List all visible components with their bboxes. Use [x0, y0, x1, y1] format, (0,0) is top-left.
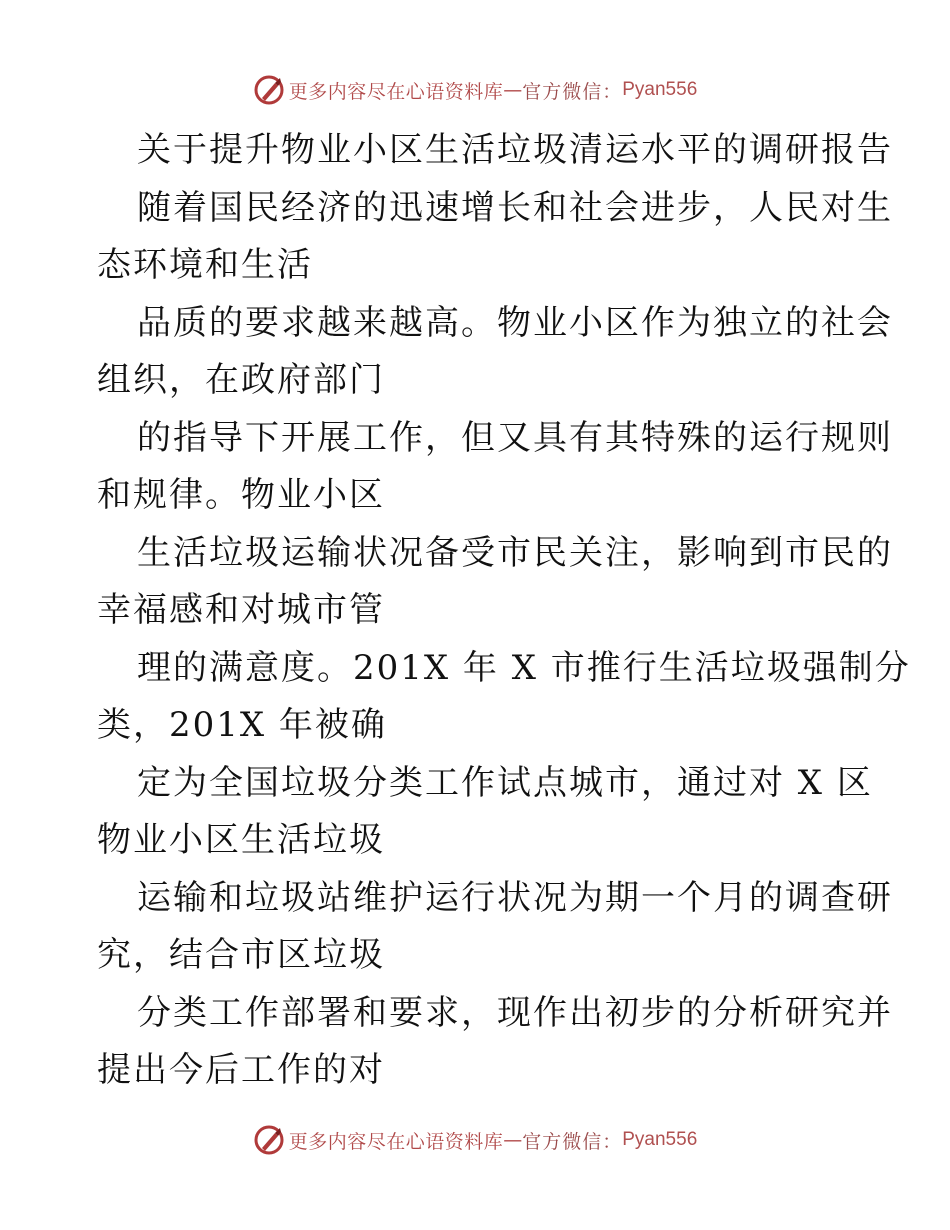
banner-slogan: 更多内容尽在心语资料库 — [288, 80, 504, 103]
paragraph-line: 定为全国垃圾分类工作试点城市，通过对 X 区 — [137, 762, 873, 803]
paragraph-line: 类，201X 年被确 — [97, 705, 387, 745]
paragraph-line: 究，结合市区垃圾 — [97, 935, 385, 975]
header-banner — [0, 70, 950, 110]
banner-slogan: 更多内容尽在心语资料库 — [288, 1130, 504, 1153]
paragraph-line: 随着国民经济的迅速增长和社会进步，人民对生 — [137, 187, 893, 228]
banner-wechat-label: 官方微信： — [522, 1130, 623, 1153]
banner-wechat-id: Pyan556 — [622, 1129, 698, 1150]
paragraph-line: 的指导下开展工作，但又具有其特殊的运行规则 — [137, 417, 893, 458]
banner-dash: — — [503, 79, 523, 101]
paragraph-line: 组织，在政府部门 — [97, 360, 385, 400]
banner-dash: — — [503, 1129, 523, 1151]
paragraph-line: 态环境和生活 — [97, 245, 313, 285]
paragraph-line: 分类工作部署和要求，现作出初步的分析研究并 — [137, 992, 893, 1033]
paragraph-line: 提出今后工作的对 — [97, 1050, 385, 1090]
pen-logo-icon — [253, 74, 285, 106]
footer-banner — [0, 1120, 950, 1160]
banner-wechat-label: 官方微信： — [522, 80, 623, 103]
paragraph-line: 生活垃圾运输状况备受市民关注，影响到市民的 — [137, 532, 893, 573]
pen-logo-icon — [253, 1124, 285, 1156]
paragraph-line: 和规律。物业小区 — [97, 475, 385, 515]
paragraph-line: 理的满意度。201X 年 X 市推行生活垃圾强制分 — [137, 647, 911, 688]
document-title: 关于提升物业小区生活垃圾清运水平的调研报告 — [137, 130, 893, 170]
banner-wechat-id: Pyan556 — [622, 79, 698, 100]
paragraph-line: 物业小区生活垃圾 — [97, 820, 385, 860]
document-body — [97, 122, 911, 1100]
paragraph-line: 幸福感和对城市管 — [97, 590, 385, 630]
paragraph-line: 运输和垃圾站维护运行状况为期一个月的调查研 — [137, 877, 893, 918]
paragraph-line: 品质的要求越来越高。物业小区作为独立的社会 — [137, 302, 893, 343]
